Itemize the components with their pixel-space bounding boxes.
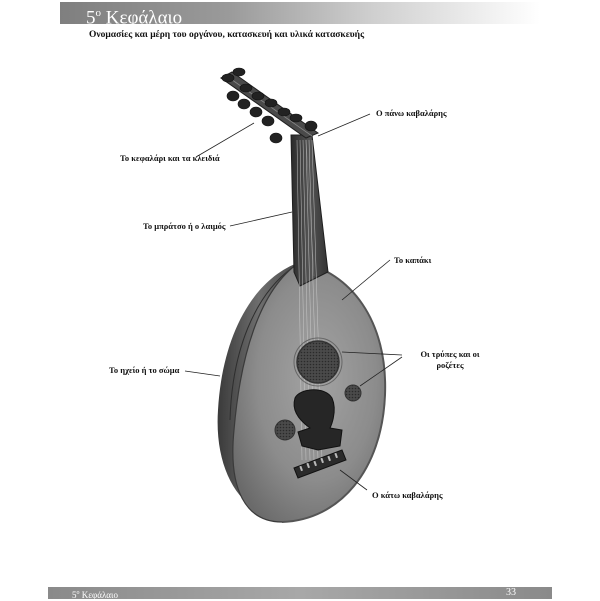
footer-bar	[48, 587, 552, 599]
chapter-number: 5	[86, 7, 96, 29]
left-rosette	[275, 420, 295, 440]
chapter-suffix: ο	[95, 7, 101, 19]
main-rosette	[297, 341, 339, 383]
label-bridge: Ο κάτω καβαλάρης	[372, 490, 443, 500]
section-subtitle: Ονομασίες και μέρη του οργάνου, κατασκευή και υλικά κατασκευής	[89, 30, 365, 40]
label-upper-nut: Ο πάνω καβαλάρης	[376, 108, 447, 118]
footer-chapter	[72, 587, 118, 601]
label-neck: Το μπράτσο ή ο λαιμός	[143, 221, 226, 231]
label-holes-and-rosettes	[410, 349, 490, 371]
label-soundboard: Το καπάκι	[394, 255, 432, 265]
footer-chapter-suffix: ο	[76, 590, 80, 596]
footer-chapter-word: Κεφάλαιο	[81, 590, 118, 600]
footer-chapter-number: 5	[72, 590, 77, 600]
page-number: 33	[506, 587, 516, 598]
label-holes-line2: ροζέτες	[436, 360, 464, 370]
label-holes-line1: Οι τρύπες και οι	[420, 349, 480, 359]
right-rosette	[345, 385, 361, 401]
chapter-word: Κεφάλαιο	[105, 7, 183, 29]
label-head-and-pegs: Το κεφαλάρι και τα κλειδιά	[120, 153, 220, 163]
label-body: Το ηχείο ή το σώμα	[109, 365, 180, 375]
